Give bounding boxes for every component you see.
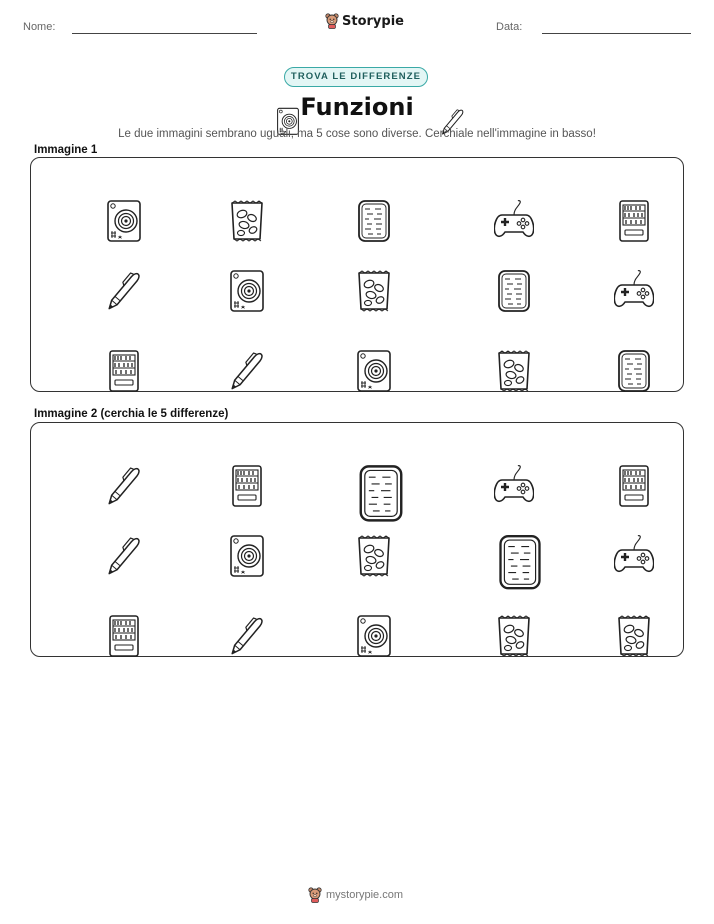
speaker-icon xyxy=(198,240,256,298)
brick-tablet-icon xyxy=(465,240,523,298)
bear-icon xyxy=(308,887,322,903)
brick-tablet-icon xyxy=(585,320,643,378)
name-label: Nome: xyxy=(23,21,56,33)
pen-icon xyxy=(198,320,256,378)
instructions: Le due immagini sembrano uguali, ma 5 cose sono diverse. Cerchiale nell'immagine in basso! xyxy=(118,128,596,140)
brand-name: Storypie xyxy=(342,13,404,29)
pen-icon[interactable] xyxy=(75,505,133,563)
vending-machine-icon[interactable] xyxy=(75,585,133,643)
image2-label: Immagine 2 (cerchia le 5 differenze) xyxy=(34,408,229,420)
chips-bag-icon xyxy=(198,170,256,228)
brick-tablet-icon[interactable] xyxy=(465,505,523,563)
speaker-icon xyxy=(75,170,133,228)
speaker-icon[interactable] xyxy=(325,585,383,643)
worksheet-type-badge: TROVA LE DIFFERENZE xyxy=(284,67,428,87)
gamepad-icon xyxy=(465,170,523,228)
image1-label: Immagine 1 xyxy=(34,144,98,156)
vending-machine-icon xyxy=(75,320,133,378)
vending-machine-icon xyxy=(585,170,643,228)
gamepad-icon xyxy=(585,240,643,298)
pen-icon xyxy=(75,240,133,298)
footer xyxy=(308,887,403,903)
speaker-icon xyxy=(325,320,383,378)
image1-panel xyxy=(30,157,684,392)
footer-url: mystorypie.com xyxy=(326,889,404,901)
gamepad-icon[interactable] xyxy=(465,435,523,493)
chips-bag-icon[interactable] xyxy=(325,505,383,563)
date-field[interactable] xyxy=(542,33,691,34)
chips-bag-icon xyxy=(325,240,383,298)
brand-logo xyxy=(325,13,404,29)
page-title: Funzioni xyxy=(300,93,414,121)
pen-icon[interactable] xyxy=(75,435,133,493)
chips-bag-icon xyxy=(465,320,523,378)
chips-bag-icon[interactable] xyxy=(465,585,523,643)
brick-tablet-icon xyxy=(325,170,383,228)
pen-icon[interactable] xyxy=(198,585,256,643)
image2-panel[interactable] xyxy=(30,422,684,657)
vending-machine-icon[interactable] xyxy=(585,435,643,493)
date-label: Data: xyxy=(496,21,523,33)
speaker-icon[interactable] xyxy=(198,505,256,563)
gamepad-icon[interactable] xyxy=(585,505,643,563)
bear-icon xyxy=(325,13,339,29)
chips-bag-icon[interactable] xyxy=(585,585,643,643)
vending-machine-icon[interactable] xyxy=(198,435,256,493)
title-pen-icon xyxy=(424,92,454,127)
brick-tablet-icon[interactable] xyxy=(325,435,383,493)
name-field[interactable] xyxy=(72,33,257,34)
